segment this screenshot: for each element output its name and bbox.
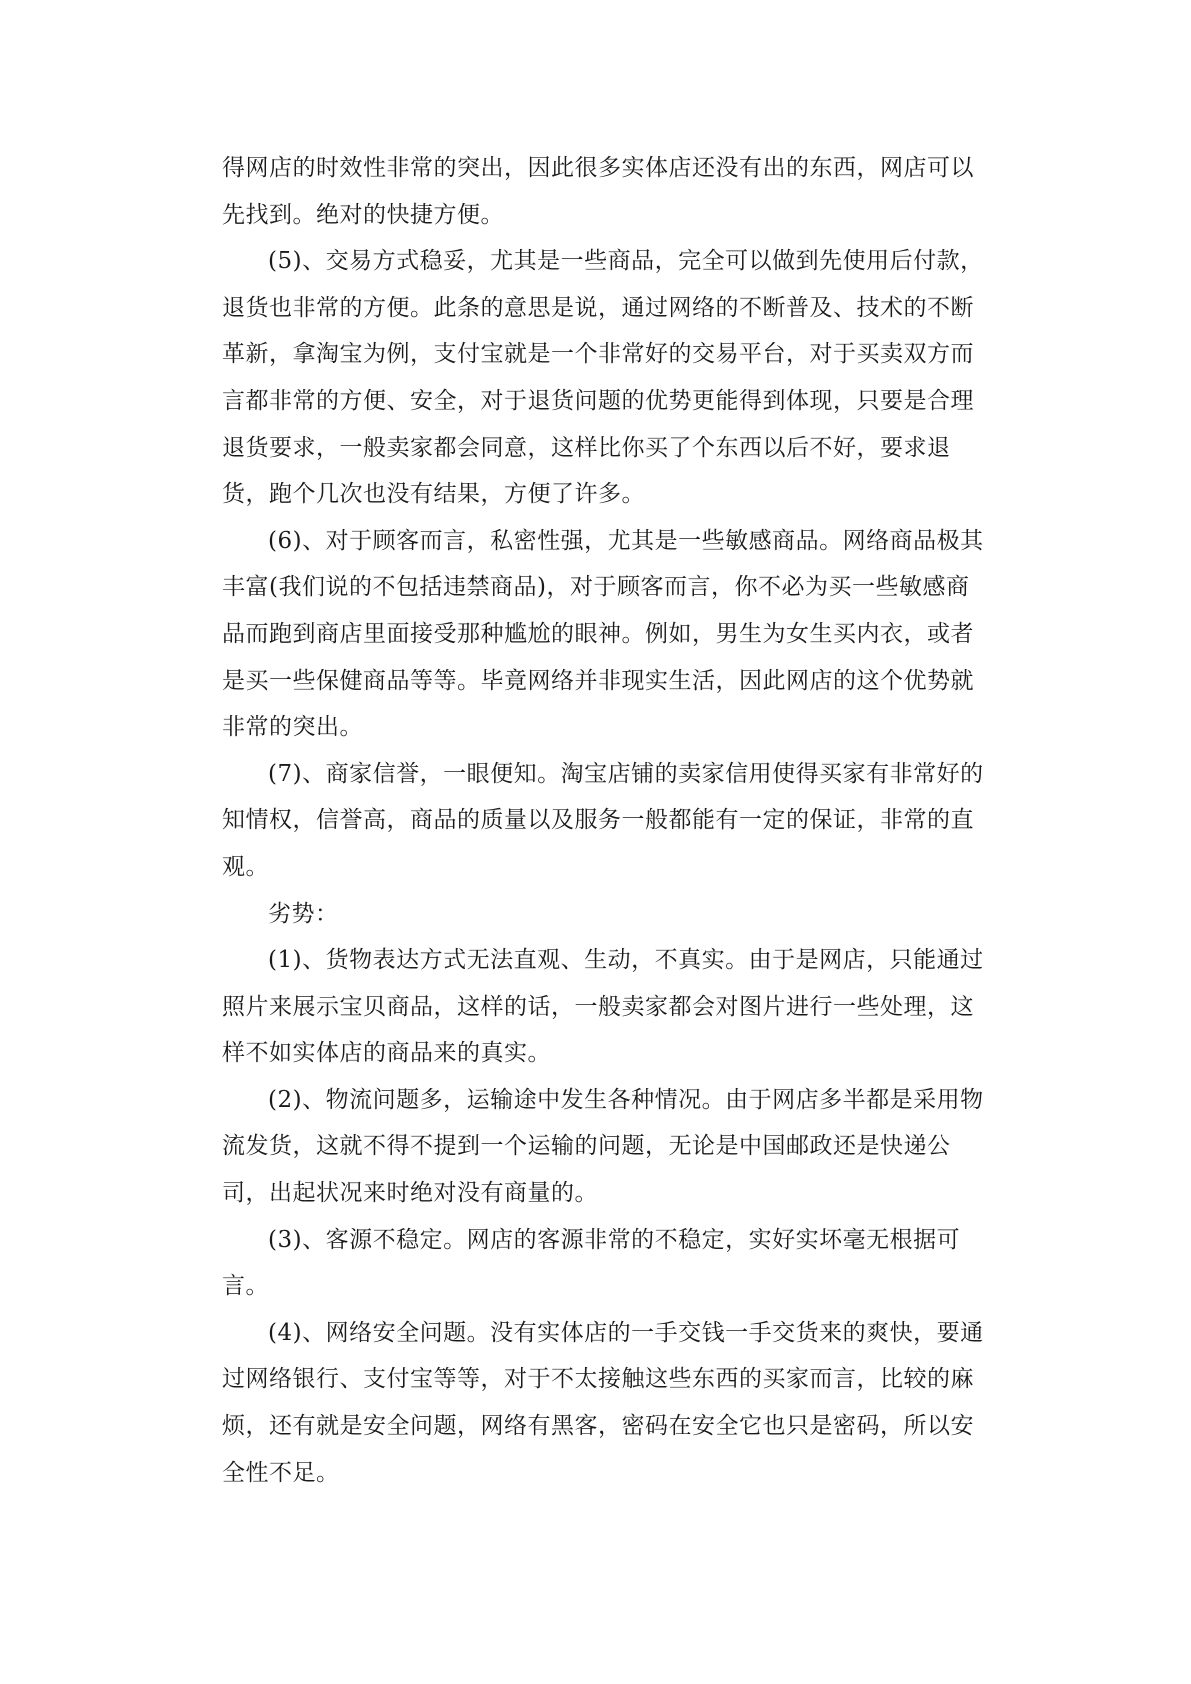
paragraph-advantage-6 [222, 518, 1002, 751]
section-heading-disadvantages [222, 891, 1002, 938]
text-line: (7)、商家信誉，一眼便知。淘宝店铺的卖家信用使得买家有非常好的 [268, 760, 984, 787]
paragraph-advantage-7 [222, 751, 1002, 891]
text-line: 非常的突出。 [222, 714, 363, 741]
text-line: 劣势： [268, 900, 339, 927]
text-line: 观。 [222, 853, 269, 880]
text-line: 先找到。绝对的快捷方便。 [222, 201, 504, 228]
text-line: 言都非常的方便、安全，对于退货问题的优势更能得到体现，只要是合理 [222, 387, 974, 414]
text-line: 烦，还有就是安全问题，网络有黑客，密码在安全它也只是密码，所以安 [222, 1413, 974, 1440]
text-line: (5)、交易方式稳妥，尤其是一些商品，完全可以做到先使用后付款， [268, 248, 984, 275]
paragraph-disadvantage-1 [222, 937, 1002, 1077]
text-line: 照片来展示宝贝商品，这样的话，一般卖家都会对图片进行一些处理，这 [222, 993, 974, 1020]
text-line: 退货也非常的方便。此条的意思是说，通过网络的不断普及、技术的不断 [222, 294, 974, 321]
text-line: 言。 [222, 1273, 269, 1300]
paragraph-continuation [222, 145, 1002, 238]
document-body [222, 145, 1002, 1496]
text-line: 过网络银行、支付宝等等，对于不太接触这些东西的买家而言，比较的麻 [222, 1366, 974, 1393]
text-line: 是买一些保健商品等等。毕竟网络并非现实生活，因此网店的这个优势就 [222, 667, 974, 694]
paragraph-disadvantage-4 [222, 1310, 1002, 1496]
text-line: 司，出起状况来时绝对没有商量的。 [222, 1180, 598, 1207]
text-line: (2)、物流问题多，运输途中发生各种情况。由于网店多半都是采用物 [268, 1086, 984, 1113]
text-line: 流发货，这就不得不提到一个运输的问题，无论是中国邮政还是快递公 [222, 1133, 951, 1160]
text-line: 知情权，信誉高，商品的质量以及服务一般都能有一定的保证，非常的直 [222, 807, 974, 834]
text-line: (1)、货物表达方式无法直观、生动，不真实。由于是网店，只能通过 [268, 947, 984, 974]
text-line: 全性不足。 [222, 1459, 340, 1486]
text-line: 退货要求，一般卖家都会同意，这样比你买了个东西以后不好，要求退 [222, 434, 951, 461]
paragraph-advantage-5 [222, 238, 1002, 518]
paragraph-disadvantage-2 [222, 1077, 1002, 1217]
text-line: 丰富(我们说的不包括违禁商品)，对于顾客而言，你不必为买一些敏感商 [222, 574, 970, 601]
text-line: (4)、网络安全问题。没有实体店的一手交钱一手交货来的爽快，要通 [268, 1319, 984, 1346]
paragraph-disadvantage-3 [222, 1217, 1002, 1310]
text-line: 革新，拿淘宝为例，支付宝就是一个非常好的交易平台，对于买卖双方而 [222, 341, 974, 368]
text-line: 样不如实体店的商品来的真实。 [222, 1040, 551, 1067]
text-line: (6)、对于顾客而言，私密性强，尤其是一些敏感商品。网络商品极其 [268, 527, 984, 554]
text-line: 货，跑个几次也没有结果，方便了许多。 [222, 481, 645, 508]
text-line: (3)、客源不稳定。网店的客源非常的不稳定，实好实坏毫无根据可 [268, 1226, 961, 1253]
text-line: 得网店的时效性非常的突出，因此很多实体店还没有出的东西，网店可以 [222, 155, 974, 181]
text-line: 品而跑到商店里面接受那种尴尬的眼神。例如，男生为女生买内衣，或者 [222, 620, 974, 647]
